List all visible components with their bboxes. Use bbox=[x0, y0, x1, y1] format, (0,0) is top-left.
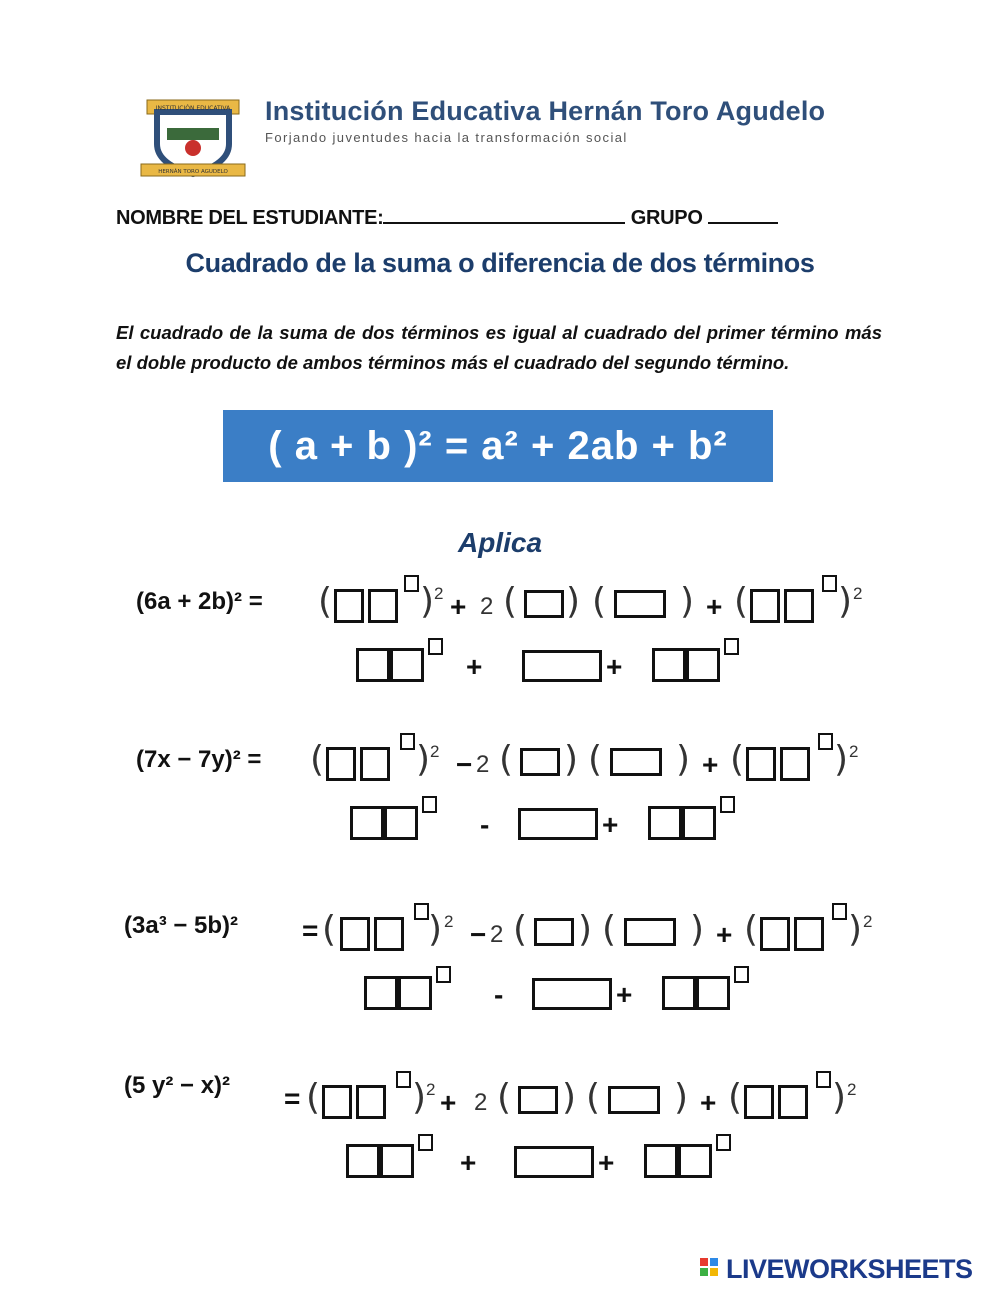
exponent-box[interactable] bbox=[396, 1071, 411, 1088]
result-box[interactable] bbox=[678, 1144, 712, 1178]
group-field[interactable] bbox=[708, 208, 778, 224]
answer-box[interactable] bbox=[784, 589, 814, 623]
student-name-field[interactable] bbox=[383, 208, 625, 224]
close-paren: ) bbox=[680, 581, 695, 622]
answer-box[interactable] bbox=[518, 1086, 558, 1114]
close-paren: ) bbox=[834, 739, 849, 780]
result-sign: + bbox=[460, 1147, 477, 1178]
school-name: Institución Educativa Hernán Toro Agudelo bbox=[265, 96, 826, 126]
result-box[interactable] bbox=[522, 650, 602, 682]
open-paren: ( bbox=[499, 739, 514, 780]
exponent-box[interactable] bbox=[724, 638, 739, 655]
exercise-problem: (6a + 2b)² = bbox=[136, 588, 263, 615]
answer-box[interactable] bbox=[746, 747, 776, 781]
exponent-box[interactable] bbox=[414, 903, 429, 920]
close-paren: ) bbox=[676, 739, 691, 780]
plus-sign: + bbox=[702, 749, 719, 780]
student-name-label: NOMBRE DEL ESTUDIANTE: bbox=[116, 207, 384, 229]
close-paren: ) bbox=[578, 909, 593, 950]
answer-box[interactable] bbox=[608, 1086, 660, 1114]
open-paren: ( bbox=[588, 739, 603, 780]
open-paren: ( bbox=[322, 909, 337, 950]
aplica-heading: Aplica bbox=[457, 527, 543, 558]
open-paren: ( bbox=[497, 1077, 512, 1118]
answer-box[interactable] bbox=[624, 918, 676, 946]
result-box[interactable] bbox=[346, 1144, 380, 1178]
answer-box[interactable] bbox=[610, 748, 662, 776]
answer-box[interactable] bbox=[780, 747, 810, 781]
answer-box[interactable] bbox=[368, 589, 398, 623]
open-paren: ( bbox=[734, 581, 749, 622]
square-exponent: 2 bbox=[849, 742, 859, 761]
coefficient: 2 bbox=[476, 751, 490, 778]
answer-box[interactable] bbox=[326, 747, 356, 781]
exponent-box[interactable] bbox=[818, 733, 833, 750]
result-box[interactable] bbox=[356, 648, 390, 682]
plus-sign: + bbox=[716, 919, 733, 950]
answer-box[interactable] bbox=[524, 590, 564, 618]
exercise-4 bbox=[0, 1068, 1000, 1188]
open-paren: ( bbox=[310, 739, 325, 780]
exercise-2 bbox=[0, 730, 1000, 850]
plus-sign: + bbox=[598, 1147, 615, 1178]
exponent-box[interactable] bbox=[418, 1134, 433, 1151]
exponent-box[interactable] bbox=[404, 575, 419, 592]
answer-box[interactable] bbox=[614, 590, 666, 618]
exponent-box[interactable] bbox=[822, 575, 837, 592]
close-paren: ) bbox=[564, 739, 579, 780]
close-paren: ) bbox=[674, 1077, 689, 1118]
result-box[interactable] bbox=[662, 976, 696, 1010]
exponent-box[interactable] bbox=[734, 966, 749, 983]
result-box[interactable] bbox=[532, 978, 612, 1010]
answer-box[interactable] bbox=[340, 917, 370, 951]
school-motto: Forjando juventudes hacia la transformación social bbox=[265, 130, 628, 145]
close-paren: ) bbox=[838, 581, 853, 622]
result-box[interactable] bbox=[390, 648, 424, 682]
exercise-1 bbox=[0, 572, 1000, 692]
open-paren: ( bbox=[586, 1077, 601, 1118]
close-paren: ) bbox=[690, 909, 705, 950]
result-box[interactable] bbox=[652, 648, 686, 682]
square-exponent: 2 bbox=[426, 1080, 436, 1099]
result-box[interactable] bbox=[514, 1146, 594, 1178]
result-box[interactable] bbox=[682, 806, 716, 840]
coefficient: 2 bbox=[490, 921, 504, 948]
equals-sign: = bbox=[302, 915, 319, 946]
plus-sign: + bbox=[602, 809, 619, 840]
exponent-box[interactable] bbox=[436, 966, 451, 983]
answer-box[interactable] bbox=[374, 917, 404, 951]
result-box[interactable] bbox=[648, 806, 682, 840]
result-box[interactable] bbox=[518, 808, 598, 840]
result-sign: - bbox=[494, 979, 504, 1010]
open-paren: ( bbox=[306, 1077, 321, 1118]
plus-sign: + bbox=[706, 591, 723, 622]
logo-square-icon bbox=[710, 1258, 718, 1266]
exercise-problem: (3a³ − 5b)² bbox=[124, 912, 239, 939]
answer-box[interactable] bbox=[760, 917, 790, 951]
open-paren: ( bbox=[592, 581, 607, 622]
worksheet-title: Cuadrado de la suma o diferencia de dos términos bbox=[185, 248, 815, 278]
close-paren: ) bbox=[416, 739, 431, 780]
close-paren: ) bbox=[832, 1077, 847, 1118]
result-box[interactable] bbox=[398, 976, 432, 1010]
open-paren: ( bbox=[513, 909, 528, 950]
answer-box[interactable] bbox=[778, 1085, 808, 1119]
open-paren: ( bbox=[503, 581, 518, 622]
exercise-problem: (5 y² − x)² bbox=[124, 1072, 231, 1099]
exponent-box[interactable] bbox=[832, 903, 847, 920]
square-exponent: 2 bbox=[847, 1080, 857, 1099]
coefficient: 2 bbox=[480, 593, 494, 620]
exponent-box[interactable] bbox=[816, 1071, 831, 1088]
middle-sign: − bbox=[456, 749, 473, 780]
logo-square-icon bbox=[710, 1268, 718, 1276]
equals-sign: = bbox=[284, 1083, 301, 1114]
exponent-box[interactable] bbox=[716, 1134, 731, 1151]
result-box[interactable] bbox=[686, 648, 720, 682]
logo-text-bottom: HERNÁN TORO AGUDELO bbox=[158, 169, 228, 175]
exponent-box[interactable] bbox=[422, 796, 437, 813]
close-paren: ) bbox=[848, 909, 863, 950]
close-paren: ) bbox=[420, 581, 435, 622]
exercise-problem: (7x − 7y)² = bbox=[136, 746, 262, 773]
student-name-line bbox=[116, 207, 778, 230]
school-logo bbox=[137, 98, 249, 180]
plus-sign: + bbox=[616, 979, 633, 1010]
result-sign: + bbox=[466, 651, 483, 682]
result-box[interactable] bbox=[364, 976, 398, 1010]
exponent-box[interactable] bbox=[400, 733, 415, 750]
result-box[interactable] bbox=[696, 976, 730, 1010]
watermark-text: LIVEWORKSHEETS bbox=[726, 1254, 973, 1284]
answer-box[interactable] bbox=[794, 917, 824, 951]
coefficient: 2 bbox=[474, 1089, 488, 1116]
middle-sign: − bbox=[470, 919, 487, 950]
exponent-box[interactable] bbox=[720, 796, 735, 813]
square-exponent: 2 bbox=[853, 584, 863, 603]
definition-text: El cuadrado de la suma de dos términos es igual al cuadrado del primer término más el doble producto de ambos términos más el cuadrado del segundo término. bbox=[116, 322, 882, 373]
exercise-3 bbox=[0, 900, 1000, 1020]
open-paren: ( bbox=[602, 909, 617, 950]
answer-box[interactable] bbox=[360, 747, 390, 781]
formula-banner bbox=[223, 410, 773, 482]
exponent-box[interactable] bbox=[428, 638, 443, 655]
logo-square-icon bbox=[700, 1258, 708, 1266]
middle-sign: + bbox=[440, 1087, 457, 1118]
result-sign: - bbox=[480, 809, 490, 840]
close-paren: ) bbox=[562, 1077, 577, 1118]
middle-sign: + bbox=[450, 591, 467, 622]
logo-text-top: INSTITUCIÓN EDUCATIVA bbox=[155, 105, 231, 112]
square-exponent: 2 bbox=[444, 912, 454, 931]
group-label: GRUPO bbox=[630, 207, 703, 229]
answer-box[interactable] bbox=[534, 918, 574, 946]
open-paren: ( bbox=[318, 581, 333, 622]
open-paren: ( bbox=[728, 1077, 743, 1118]
close-paren: ) bbox=[412, 1077, 427, 1118]
answer-box[interactable] bbox=[334, 589, 364, 623]
result-box[interactable] bbox=[350, 806, 384, 840]
square-exponent: 2 bbox=[430, 742, 440, 761]
open-paren: ( bbox=[744, 909, 759, 950]
answer-box[interactable] bbox=[356, 1085, 386, 1119]
square-exponent: 2 bbox=[434, 584, 444, 603]
plus-sign: + bbox=[606, 651, 623, 682]
result-box[interactable] bbox=[384, 806, 418, 840]
close-paren: ) bbox=[428, 909, 443, 950]
answer-box[interactable] bbox=[744, 1085, 774, 1119]
formula-text: ( a + b )² = a² + 2ab + b² bbox=[268, 424, 728, 468]
result-box[interactable] bbox=[380, 1144, 414, 1178]
result-box[interactable] bbox=[644, 1144, 678, 1178]
plus-sign: + bbox=[700, 1087, 717, 1118]
answer-box[interactable] bbox=[750, 589, 780, 623]
answer-box[interactable] bbox=[322, 1085, 352, 1119]
close-paren: ) bbox=[566, 581, 581, 622]
square-exponent: 2 bbox=[863, 912, 873, 931]
answer-box[interactable] bbox=[520, 748, 560, 776]
logo-square-icon bbox=[700, 1268, 708, 1276]
open-paren: ( bbox=[730, 739, 745, 780]
